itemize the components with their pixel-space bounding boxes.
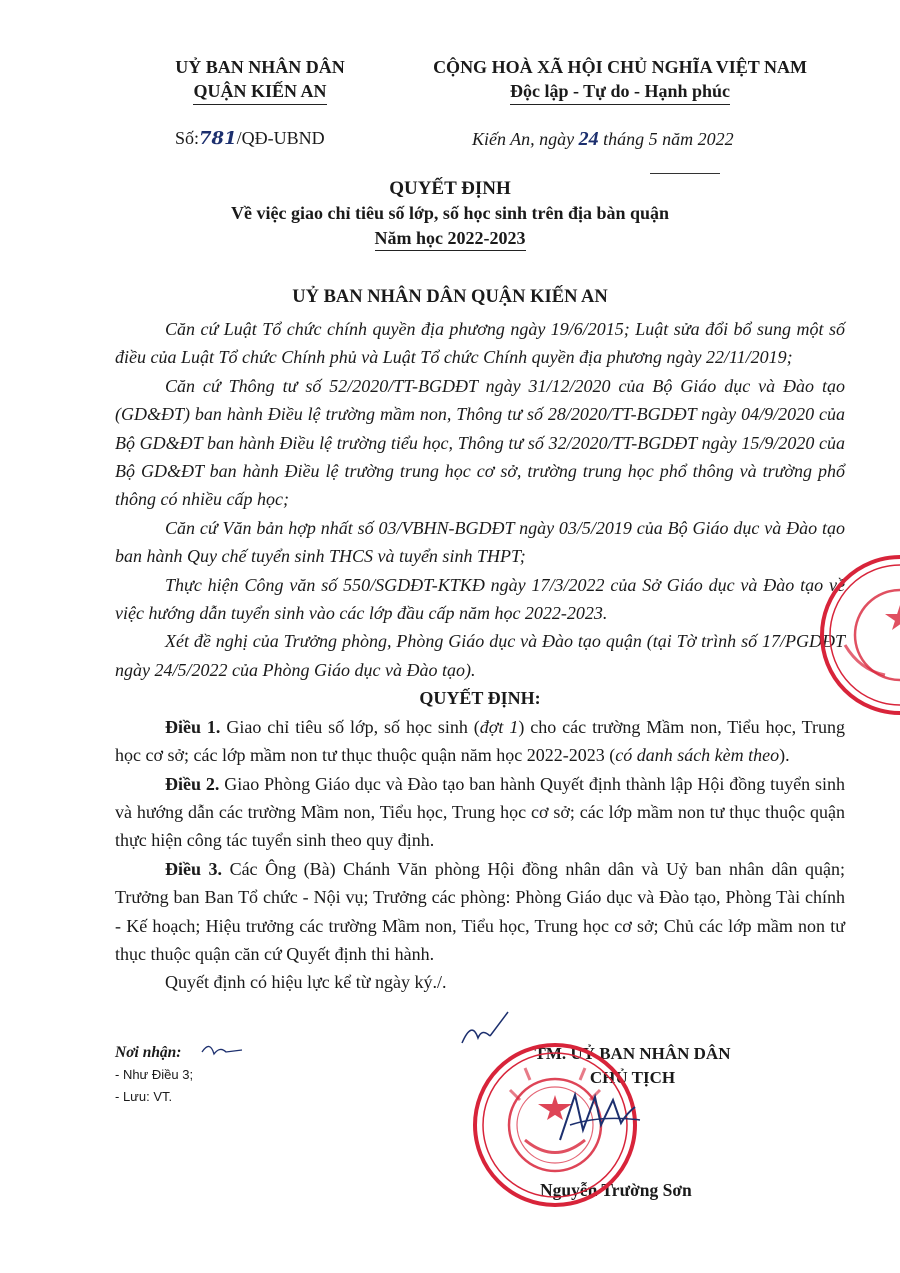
signature-line1: TM. UỶ BAN NHÂN DÂN xyxy=(534,1044,731,1063)
decision-body xyxy=(115,315,845,997)
recipient-item: - Như Điều 3; xyxy=(115,1067,194,1082)
article-1-text-a: Giao chỉ tiêu số lớp, số học sinh ( xyxy=(226,716,480,737)
preamble-1: Căn cứ Luật Tổ chức chính quyền địa phương ngày 19/6/2015; Luật sửa đổi bổ sung một số điều của Luật Tổ chức Chính phủ và Luật Tổ chức Chính quyền địa phương ngày 22/11/2019; xyxy=(115,319,845,368)
article-2-label: Điều 2. xyxy=(165,773,220,794)
recipient-item: - Lưu: VT. xyxy=(115,1089,173,1104)
decision-subject: Về việc giao chỉ tiêu số lớp, số học sinh trên địa bàn quận xyxy=(230,203,670,223)
article-1-text-c: ). xyxy=(779,745,790,766)
decision-title: QUYẾT ĐỊNH xyxy=(389,178,511,199)
doc-number-suffix: /QĐ-UBND xyxy=(236,128,325,148)
article-3-text: Các Ông (Bà) Chánh Văn phòng Hội đồng nhân dân và Uỷ ban nhân dân quận; Trưởng ban Ban Tổ chức - Nội vụ; Trưởng các phòng: Phòng Giáo dục và Đào tạo, Phòng Tài chính - Kế hoạch; Hiệu trưởng các trường Mầm non, Tiểu học, Trung học cơ sở; Chủ các lớp mầm non tư thục thuộc quận căn cứ Quyết định thi hành. xyxy=(115,858,845,964)
doc-number-prefix: Số: xyxy=(175,128,200,148)
effective-clause: Quyết định có hiệu lực kể từ ngày ký./. xyxy=(165,972,447,993)
preamble-5: Xét đề nghị của Trưởng phòng, Phòng Giáo dục và Đào tạo quận (tại Tờ trình số 17/PGDĐT ngày 24/5/2022 của Phòng Giáo dục và Đào tạo). xyxy=(115,631,845,680)
article-1 xyxy=(115,713,845,770)
date-prefix: Kiến An, ngày xyxy=(472,129,575,149)
official-seal-partial-icon xyxy=(815,550,900,720)
decision-heading: QUYẾT ĐỊNH: xyxy=(419,688,541,709)
agency-line2: QUẬN KIẾN AN xyxy=(193,79,326,105)
nation-header xyxy=(400,55,840,105)
date-suffix: tháng 5 năm 2022 xyxy=(603,129,734,149)
agency-line1: UỶ BAN NHÂN DÂN xyxy=(175,57,345,77)
preamble-3: Căn cứ Văn bản hợp nhất số 03/VBHN-BGDĐT ngày 03/5/2019 của Bộ Giáo dục và Đào tạo ban hành Quy chế tuyển sinh THCS và tuyển sinh THPT; xyxy=(115,517,845,567)
article-3 xyxy=(115,855,845,969)
preamble-2: Căn cứ Thông tư số 52/2020/TT-BGDĐT ngày 31/12/2020 của Bộ Giáo dục và Đào tạo (GD&ĐT) ban hành Điều lệ trường mầm non, Thông tư số 28/2020/TT-BGDĐT ngày 04/9/2020 của Bộ GD&ĐT ban hành Điều lệ trường tiểu học, Thông tư số 32/2020/TT-BGDĐT ngày 15/9/2020 của Bộ GD&ĐT ban hành Điều lệ trường trung học cơ sở, trường trung học phổ thông và trường phổ thông có nhiều cấp học; xyxy=(115,375,845,510)
article-1-text-b: ) cho các trường Mầm non, Tiểu học, Trung học cơ sở; các lớp mầm non tư thục thuộc quận năm học 2022-2023 ( xyxy=(115,716,846,766)
signature-line2: CHỦ TỊCH xyxy=(589,1068,676,1087)
article-2 xyxy=(115,770,845,855)
decision-year-text: Năm học 2022-2023 xyxy=(375,228,526,251)
decision-year xyxy=(0,228,900,251)
preamble-4: Thực hiện Công văn số 550/SGDĐT-KTKĐ ngày 17/3/2022 của Sở Giáo dục và Đào tạo về việc hướng dẫn tuyển sinh vào các lớp đầu cấp năm học 2022-2023. xyxy=(115,574,845,624)
article-1-italic-2: có danh sách kèm theo xyxy=(615,745,780,766)
issuing-authority: UỶ BAN NHÂN DÂN QUẬN KIẾN AN xyxy=(292,287,608,307)
document-number xyxy=(175,128,325,149)
doc-number-handwritten: 781 xyxy=(199,128,237,149)
handwritten-signature-icon xyxy=(555,1085,645,1155)
nation-motto: Độc lập - Tự do - Hạnh phúc xyxy=(510,79,730,105)
recipients xyxy=(115,1042,193,1108)
date-underline xyxy=(650,173,720,174)
initial-mark-icon xyxy=(460,1008,510,1048)
signer-name: Nguyễn Trường Sơn xyxy=(540,1180,692,1200)
date-day-handwritten: 24 xyxy=(578,128,599,150)
article-1-label: Điều 1. xyxy=(165,716,221,737)
document-date xyxy=(472,128,734,151)
article-1-italic: đợt 1 xyxy=(479,716,519,737)
recipient-initial-icon xyxy=(200,1040,245,1060)
recipients-heading: Nơi nhận: xyxy=(115,1044,182,1061)
article-2-text: Giao Phòng Giáo dục và Đào tạo ban hành Quyết định thành lập Hội đồng tuyển sinh và hướng dẫn các trường Mầm non, Tiểu học, Trung học cơ sở; các lớp mầm non tư thục thuộc quận thực hiện công tác tuyển sinh theo quy định. xyxy=(115,773,846,851)
article-3-label: Điều 3. xyxy=(165,858,223,879)
agency-header xyxy=(110,55,410,105)
nation-line1: CỘNG HOÀ XÃ HỘI CHỦ NGHĨA VIỆT NAM xyxy=(433,57,807,77)
